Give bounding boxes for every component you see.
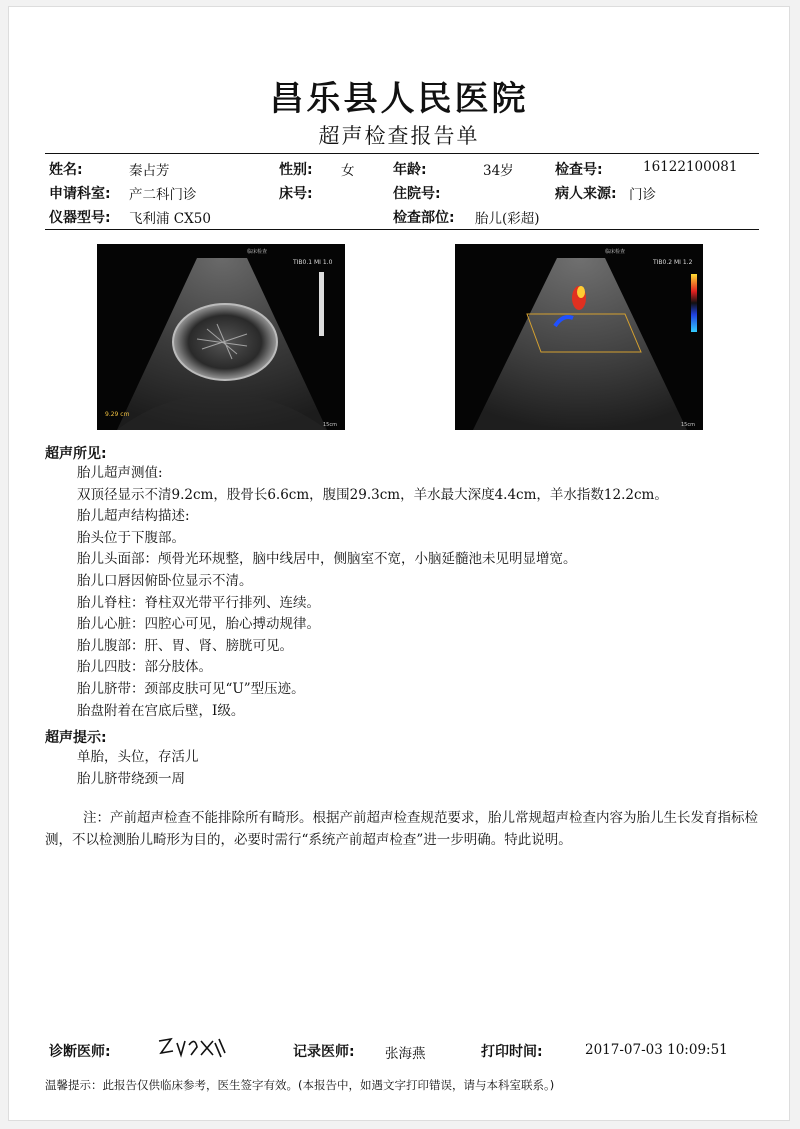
patient-name: 秦占芳 <box>129 163 170 179</box>
ultrasound-image-right <box>455 244 703 430</box>
report-page <box>8 6 790 1121</box>
finding-line: 胎儿脊柱：脊柱双光带平行排列、连续。 <box>77 594 320 611</box>
sex-label: 性别: <box>279 162 313 178</box>
finding-line: 胎儿四肢：部分肢体。 <box>77 659 212 676</box>
recorder-label: 记录医师: <box>293 1044 355 1060</box>
scan-fan-color <box>473 258 687 430</box>
disclaimer-note: 注：产前超声检查不能排除所有畸形。根据产前超声检查规范要求，胎儿常规超声检查内容为胎儿生长发育指标检测，不以检测胎儿畸形为目的，必要时需行“系统产前超声检查”进一步明确。特此说明。 <box>45 810 758 848</box>
ultrasound-image-left <box>97 244 345 430</box>
info-row-2 <box>45 180 759 204</box>
finding-line: 胎儿口唇因俯卧位显示不清。 <box>77 572 253 589</box>
admission-label: 住院号: <box>393 186 441 202</box>
findings-title: 超声所见: <box>45 446 107 462</box>
dept-label: 申请科室: <box>49 186 111 202</box>
age-label: 年龄: <box>393 162 427 178</box>
info-row-1 <box>45 156 759 180</box>
depth-text-right: 15cm <box>681 422 695 428</box>
tips-list <box>77 747 199 790</box>
header-divider-top <box>45 153 759 154</box>
source-label: 病人来源: <box>555 186 617 202</box>
finding-line: 胎头位于下腹部。 <box>77 529 185 546</box>
doctor-signature <box>155 1033 235 1063</box>
tip-line: 单胎，头位，存活儿 <box>77 749 199 765</box>
report-title: 超声检查报告单 <box>318 124 480 148</box>
finding-line: 胎儿头面部：颅骨光环规整，脑中线居中，侧脑室不宽，小脑延髓池未见明显增宽。 <box>77 551 577 568</box>
dept: 产二科门诊 <box>129 187 197 203</box>
source: 门诊 <box>629 187 656 203</box>
scale-text-right: TIB0.2 MI 1.2 <box>653 259 693 266</box>
print-time-label: 打印时间: <box>481 1044 543 1060</box>
color-scale-bar <box>691 274 697 332</box>
finding-line: 胎儿脐带：颈部皮肤可见“U”型压迹。 <box>77 680 305 697</box>
finding-line: 胎儿超声测值: <box>77 465 163 481</box>
info-row-3 <box>45 204 759 228</box>
name-label: 姓名: <box>49 162 83 178</box>
finding-line: 双顶径显示不清9.2cm，股骨长6.6cm，腹围29.3cm，羊水最大深度4.4cm，羊水指数12.2cm。 <box>77 486 668 503</box>
finding-line: 胎盘附着在宫底后壁，Ⅰ级。 <box>77 702 245 719</box>
finding-line: 胎儿心脏：四腔心可见，胎心搏动规律。 <box>77 616 320 633</box>
part-label: 检查部位: <box>393 210 455 226</box>
hospital-name: 昌乐县人民医院 <box>269 79 529 119</box>
patient-info <box>45 156 759 228</box>
exam-no-label: 检查号: <box>555 162 603 178</box>
tip-line: 胎儿脐带绕颈一周 <box>77 770 185 787</box>
scale-text-left: TIB0.1 MI 1.0 <box>293 259 333 266</box>
device-label: 仪器型号: <box>49 210 111 226</box>
patient-age: 34岁 <box>483 163 514 179</box>
bed-label: 床号: <box>279 186 313 202</box>
print-time: 2017-07-03 10:09:51 <box>585 1042 728 1058</box>
depth-text-left: 15cm <box>323 422 337 428</box>
patient-sex: 女 <box>341 163 355 179</box>
doctor-label: 诊断医师: <box>49 1044 111 1060</box>
exam-no: 16122100081 <box>643 159 738 175</box>
finding-line: 胎儿超声结构描述: <box>77 508 190 525</box>
svg-text:临床检查: 临床检查 <box>605 249 626 255</box>
measure-text: 9.29 cm <box>105 411 130 418</box>
exam-part: 胎儿(彩超) <box>475 211 540 227</box>
svg-text:临床检查: 临床检查 <box>247 249 268 255</box>
header-divider-bottom <box>45 229 759 230</box>
findings-list <box>77 463 668 722</box>
device: 飞利浦 CX50 <box>129 211 211 227</box>
finding-line: 胎儿腹部：肝、胃、肾、膀胱可见。 <box>77 637 293 654</box>
tips-title: 超声提示: <box>45 730 107 746</box>
footer-tip: 温馨提示：此报告仅供临床参考，医生签字有效。(本报告中，如遇文字打印错误，请与本科室联系。) <box>45 1078 555 1092</box>
recorder-name: 张海燕 <box>385 1046 426 1062</box>
